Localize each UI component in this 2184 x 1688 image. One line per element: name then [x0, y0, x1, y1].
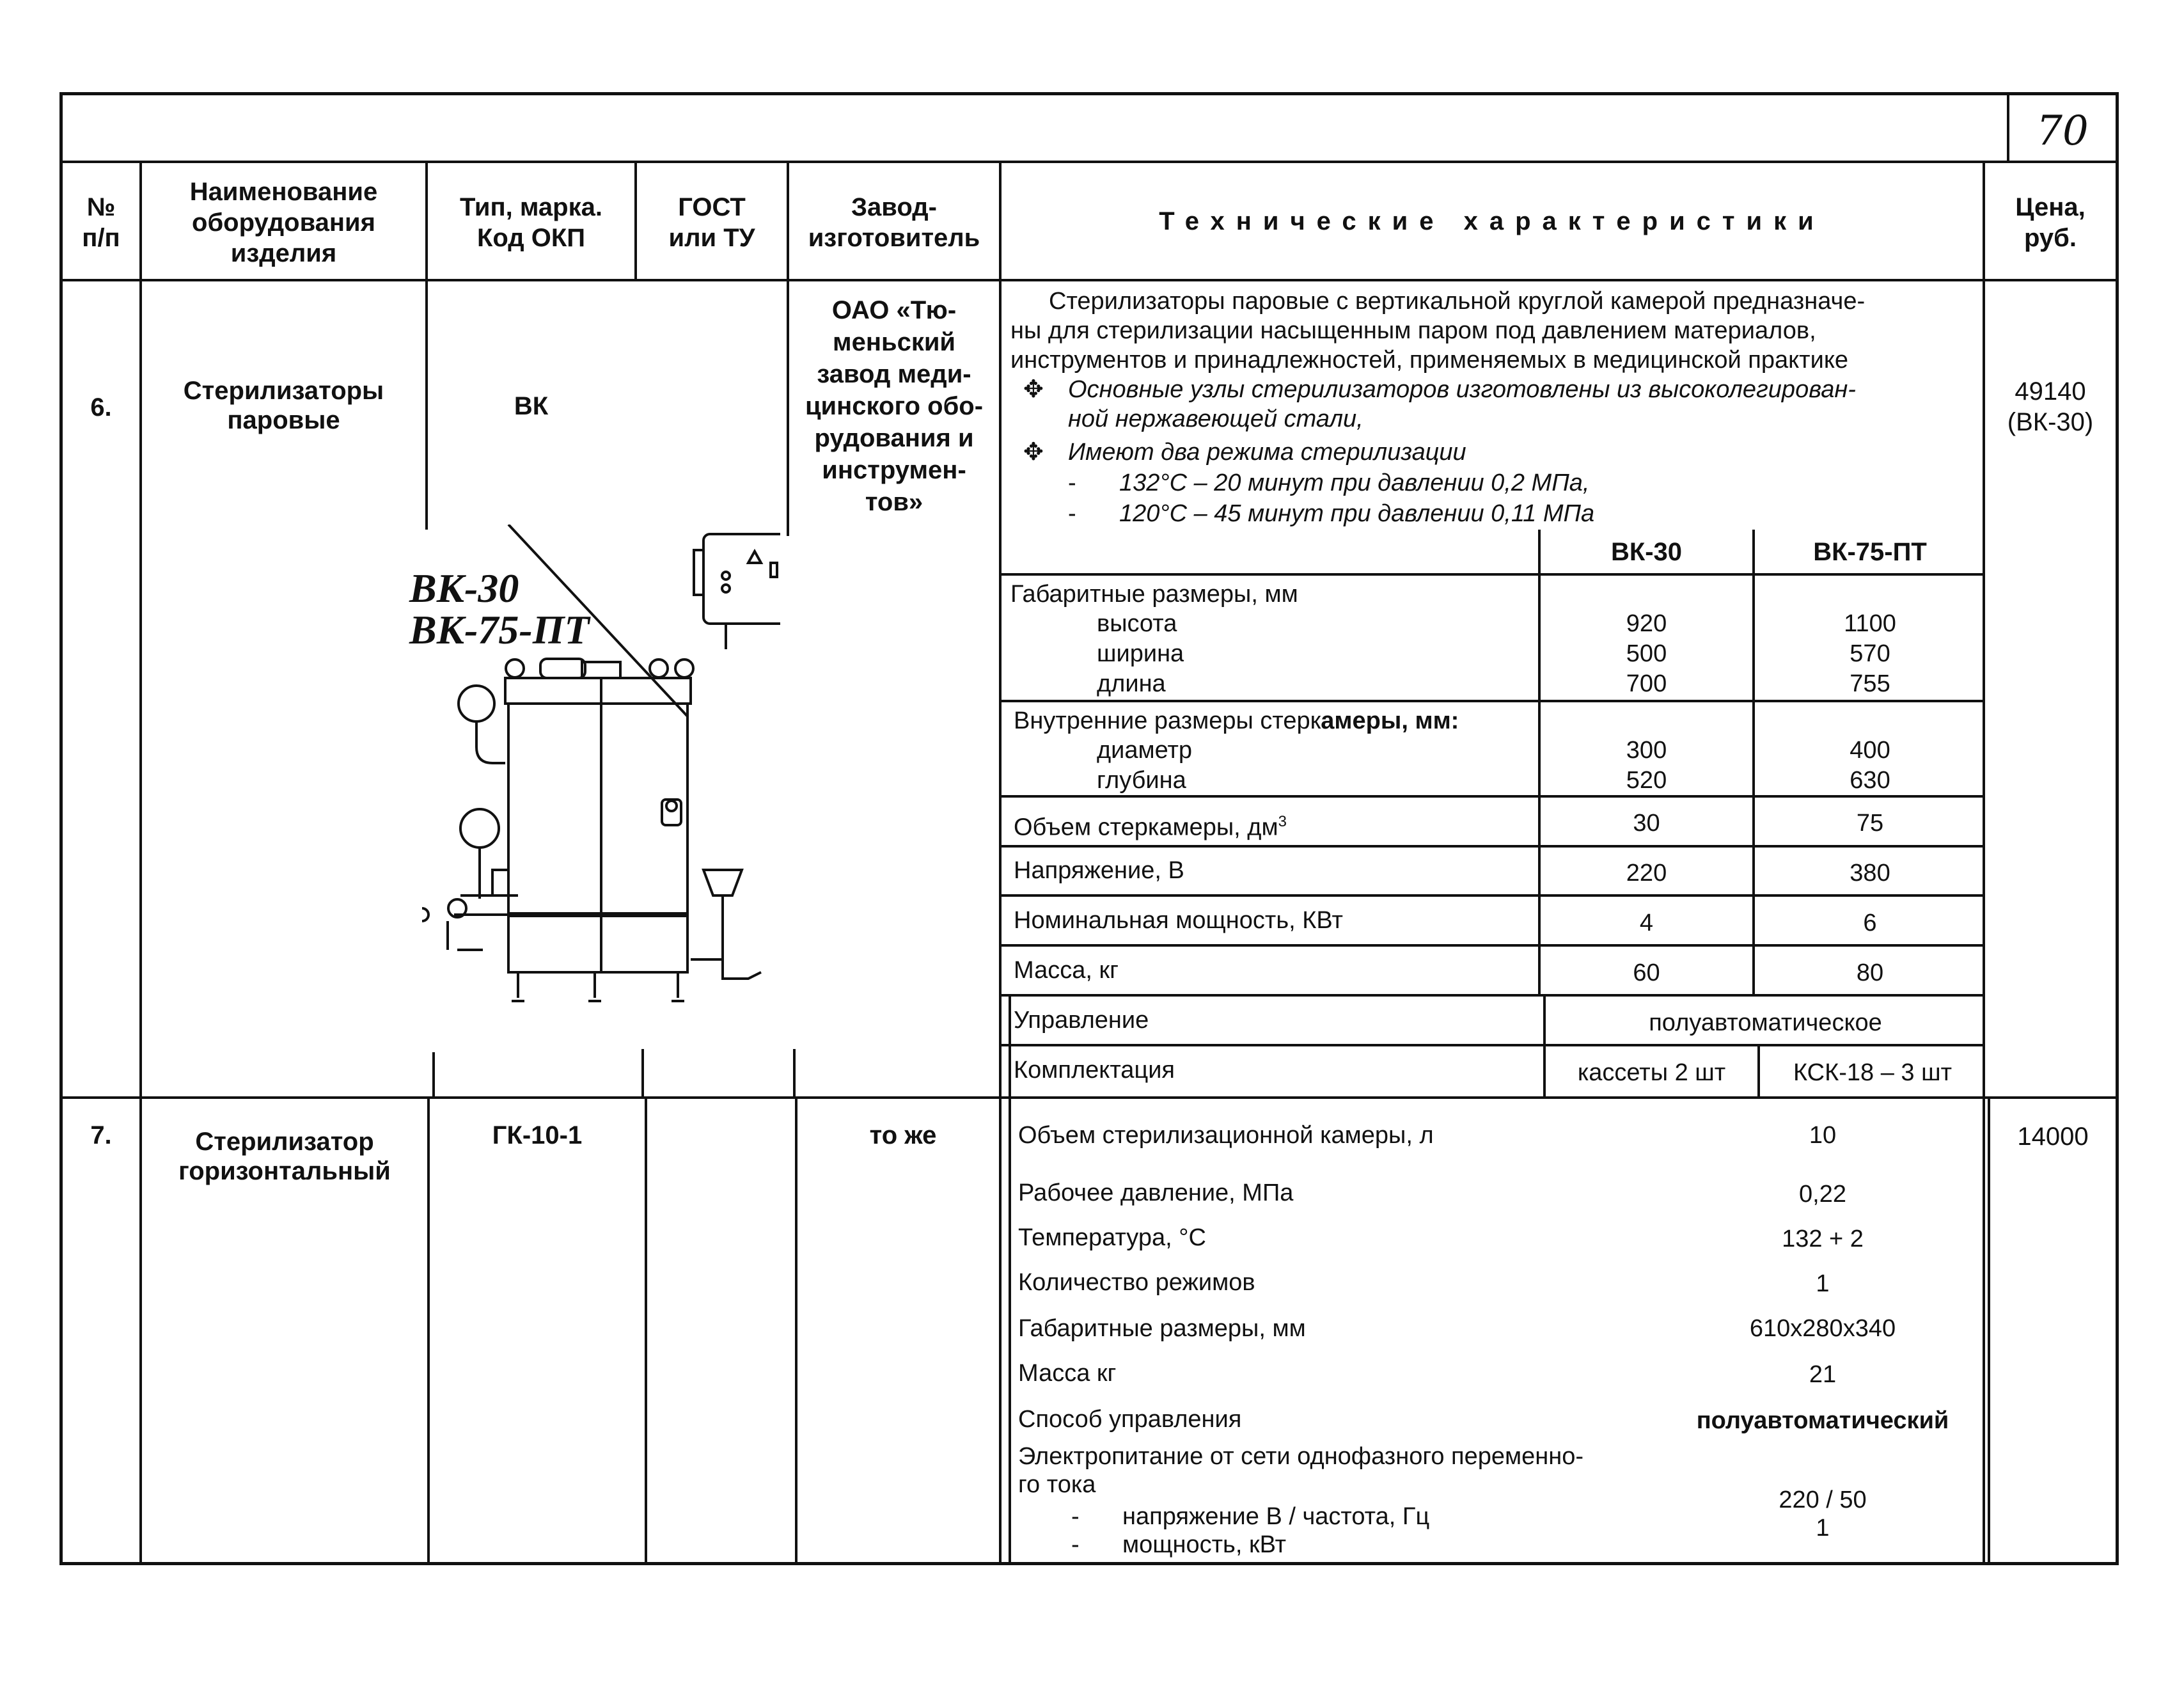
- row7-type: ГК-10-1: [492, 1121, 583, 1149]
- kit-label: Комплектация: [1014, 1057, 1175, 1084]
- header-maker: Завод- изготовитель: [808, 193, 980, 252]
- page-number: 70: [2036, 107, 2089, 155]
- dims-title: Габаритные размеры, мм: [1010, 581, 1298, 608]
- voltage-vk30: 220: [1626, 860, 1667, 887]
- sterilizer-drawing: [422, 525, 780, 1055]
- spec-value: 10: [1809, 1122, 1837, 1149]
- col-vk30: ВК-30: [1610, 538, 1683, 566]
- inner-title-1: Внутренние размеры стерк: [1014, 707, 1321, 734]
- volume-sup: 3: [1278, 813, 1287, 830]
- row7-price: 14000: [2017, 1123, 2089, 1151]
- header-type: Тип, марка. Код ОКП: [459, 193, 602, 252]
- spec-label: Рабочее давление, МПа: [1018, 1179, 1294, 1206]
- row6-mode-1: 132°С – 20 минут при давлении 0,2 МПа,: [1119, 469, 1590, 496]
- bullet-2-icon: ✥: [1023, 439, 1044, 466]
- power-label: Номинальная мощность, КВт: [1014, 907, 1343, 934]
- bullet-1-icon: ✥: [1023, 376, 1044, 403]
- mass-vk30: 60: [1633, 959, 1660, 986]
- header-specs: Технические характеристики: [1159, 207, 1825, 235]
- power-supply-1: Электропитание от сети однофазного переменно-: [1018, 1443, 1584, 1470]
- row6-bullet-1b: ной нержавеющей стали,: [1068, 406, 1363, 432]
- spec-label: Количество режимов: [1018, 1269, 1255, 1296]
- mass-vk75: 80: [1856, 959, 1884, 986]
- ps-dash-2: -: [1071, 1531, 1080, 1558]
- row7-name: Стерилизатор горизонтальный: [178, 1128, 391, 1185]
- inner-vk30: 300 520: [1626, 737, 1667, 794]
- row6-bullet-1a: Основные узлы стерилизаторов изготовлены из высоколегирован-: [1068, 376, 1856, 403]
- spec-label: Габаритные размеры, мм: [1018, 1315, 1306, 1342]
- control-value: полуавтоматическое: [1649, 1009, 1882, 1036]
- ps-voltage-label: напряжение В / частота, Гц: [1122, 1503, 1430, 1530]
- power-supply-2: го тока: [1018, 1471, 1096, 1498]
- row6-intro-2: ны для стерилизации насыщенным паром под давлением материалов,: [1010, 317, 1816, 344]
- spec-label: Объем стерилизационной камеры, л: [1018, 1122, 1434, 1149]
- mass-label: Масса, кг: [1014, 957, 1119, 984]
- ps-power-label: мощность, кВт: [1122, 1531, 1287, 1558]
- kit-vk75: КСК-18 – 3 шт: [1793, 1059, 1952, 1086]
- row7-maker: то же: [869, 1121, 937, 1149]
- header-name: Наименование оборудования изделия: [189, 178, 378, 267]
- row6-intro-3: инструментов и принадлежностей, применяемых в медицинской практике: [1010, 347, 1848, 374]
- row6-bullet-2: Имеют два режима стерилизации: [1068, 439, 1466, 466]
- ps-dash-1: -: [1071, 1503, 1080, 1530]
- row7-num: 7.: [90, 1121, 112, 1149]
- dims-vk75: 1100 570 755: [1844, 610, 1896, 697]
- voltage-label: Напряжение, В: [1014, 857, 1184, 884]
- row6-num: 6.: [90, 393, 112, 422]
- row6-mode-2: 120°С – 45 минут при давлении 0,11 МПа: [1119, 500, 1595, 527]
- row6-maker: ОАО «Тю- меньский завод меди- цинского обо- рудования и инструмен- тов»: [805, 296, 984, 516]
- spec-value: 1: [1816, 1270, 1830, 1297]
- volume-vk75: 75: [1856, 810, 1884, 837]
- spec-label: Температура, °С: [1018, 1224, 1206, 1251]
- spec-value: 0,22: [1799, 1181, 1846, 1208]
- dims-labels: высота ширина длина: [1097, 610, 1184, 697]
- power-vk75: 6: [1863, 910, 1877, 936]
- spec-value: 610х280х340: [1749, 1315, 1896, 1342]
- figure-label-vk75: ВК-75-ПТ: [409, 607, 590, 652]
- ps-voltage-value: 220 / 50: [1779, 1487, 1867, 1513]
- inner-labels: диаметр глубина: [1097, 737, 1193, 794]
- header-price: Цена, руб.: [2015, 193, 2086, 252]
- header-num: № п/п: [82, 193, 120, 252]
- row6-price: 49140 (ВК-30): [2007, 377, 2094, 436]
- dims-vk30: 920 500 700: [1626, 610, 1667, 697]
- mode-dash-2: -: [1068, 500, 1076, 527]
- inner-title-2: амеры, мм:: [1321, 707, 1459, 734]
- mode-dash-1: -: [1068, 469, 1076, 496]
- spec-label: Масса кг: [1018, 1360, 1117, 1387]
- header-gost: ГОСТ или ТУ: [668, 193, 755, 252]
- spec-value: 132 + 2: [1782, 1226, 1864, 1252]
- spec-value: полуавтоматический: [1696, 1407, 1949, 1434]
- voltage-vk75: 380: [1850, 860, 1890, 887]
- figure-label-vk30: ВК-30: [409, 565, 519, 611]
- row6-name: Стерилизаторы паровые: [183, 377, 384, 434]
- control-label: Управление: [1014, 1007, 1149, 1034]
- col-vk75: ВК-75-ПТ: [1813, 538, 1927, 566]
- spec-value: 21: [1809, 1361, 1837, 1388]
- spec-label: Способ управления: [1018, 1406, 1242, 1433]
- row6-intro-1: Стерилизаторы паровые с вертикальной круглой камерой предназначе-: [1049, 288, 1866, 315]
- inner-vk75: 400 630: [1850, 737, 1890, 794]
- volume-vk30: 30: [1633, 810, 1660, 837]
- power-vk30: 4: [1639, 910, 1654, 936]
- volume-label: Объем стеркамеры, дм: [1014, 814, 1278, 841]
- ps-power-value: 1: [1816, 1515, 1830, 1542]
- kit-vk30: кассеты 2 шт: [1577, 1059, 1726, 1086]
- row6-type: ВК: [514, 392, 549, 420]
